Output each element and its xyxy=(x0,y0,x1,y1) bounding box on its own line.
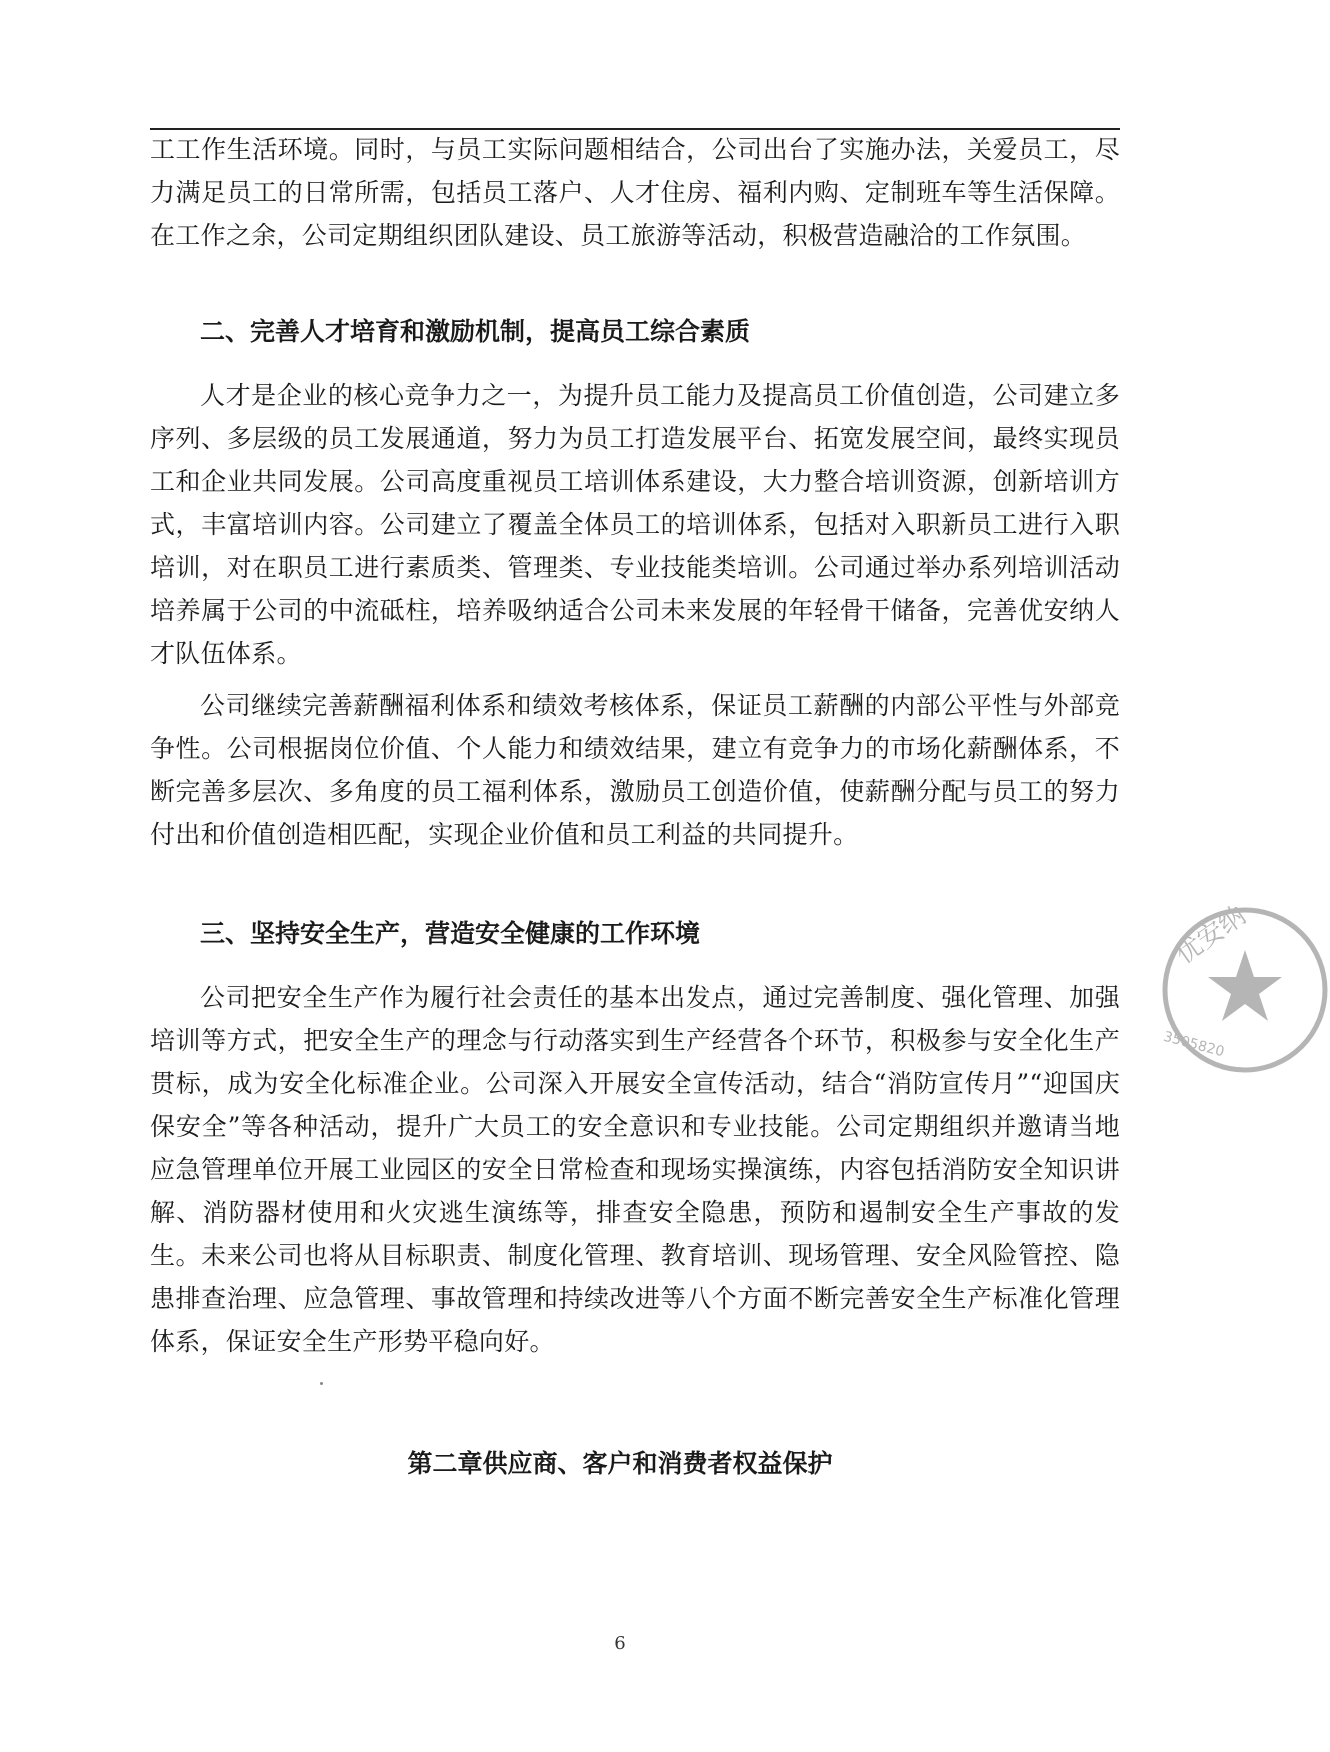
compensation-paragraph: 公司继续完善薪酬福利体系和绩效考核体系，保证员工薪酬的内部公平性与外部竞争性。公司根据岗位价值、个人能力和绩效结果，建立有竞争力的市场化薪酬体系，不断完善多层次、多角度的员工福利体系，激励员工创造价值，使薪酬分配与员工的努力付出和价值创造相匹配，实现企业价值和员工利益的共同提升。 xyxy=(150,691,1120,849)
page-number: 6 xyxy=(614,1633,626,1654)
svg-text:优安纳: 优安纳 xyxy=(1170,900,1252,971)
section-heading-safety-production: 三、坚持安全生产，营造安全健康的工作环境 xyxy=(200,919,701,948)
scan-speck xyxy=(320,1382,323,1385)
continuation-paragraph: 工工作生活环境。同时，与员工实际问题相结合，公司出台了实施办法，关爱员工，尽力满足员工的日常所需，包括员工落户、人才住房、福利内购、定制班车等生活保障。在工作之余，公司定期组织团队建设、员工旅游等活动，积极营造融洽的工作氛围。 xyxy=(150,135,1120,250)
talent-development-paragraph: 人才是企业的核心竞争力之一，为提升员工能力及提高员工价值创造，公司建立多序列、多层级的员工发展通道，努力为员工打造发展平台、拓宽发展空间，最终实现员工和企业共同发展。公司高度重视员工培训体系建设，大力整合培训资源，创新培训方式，丰富培训内容。公司建立了覆盖全体员工的培训体系，包括对入职新员工进行入职培训，对在职员工进行素质类、管理类、专业技能类培训。公司通过举办系列培训活动培养属于公司的中流砥柱，培养吸纳适合公司未来发展的年轻骨干储备，完善优安纳人才队伍体系。 xyxy=(150,381,1120,668)
company-seal xyxy=(1160,900,1330,1075)
section-heading-talent-development: 二、完善人才培育和激励机制，提高员工综合素质 xyxy=(200,317,751,346)
seal-stamp-icon xyxy=(1160,900,1330,1075)
chapter-title: 第二章供应商、客户和消费者权益保护 xyxy=(407,1449,833,1478)
safety-production-paragraph: 公司把安全生产作为履行社会责任的基本出发点，通过完善制度、强化管理、加强培训等方式，把安全生产的理念与行动落实到生产经营各个环节，积极参与安全化生产贯标，成为安全化标准企业。公司深入开展安全宣传活动，结合“消防宣传月”“迎国庆保安全”等各种活动，提升广大员工的安全意识和专业技能。公司定期组织并邀请当地应急管理单位开展工业园区的安全日常检查和现场实操演练，内容包括消防安全知识讲解、消防器材使用和火灾逃生演练等，排查安全隐患，预防和遏制安全生产事故的发生。未来公司也将从目标职责、制度化管理、教育培训、现场管理、安全风险管控、隐患排查治理、应急管理、事故管理和持续改进等八个方面不断完善安全生产标准化管理体系，保证安全生产形势平稳向好。 xyxy=(150,983,1120,1356)
svg-text:3505820: 3505820 xyxy=(1161,1028,1226,1061)
